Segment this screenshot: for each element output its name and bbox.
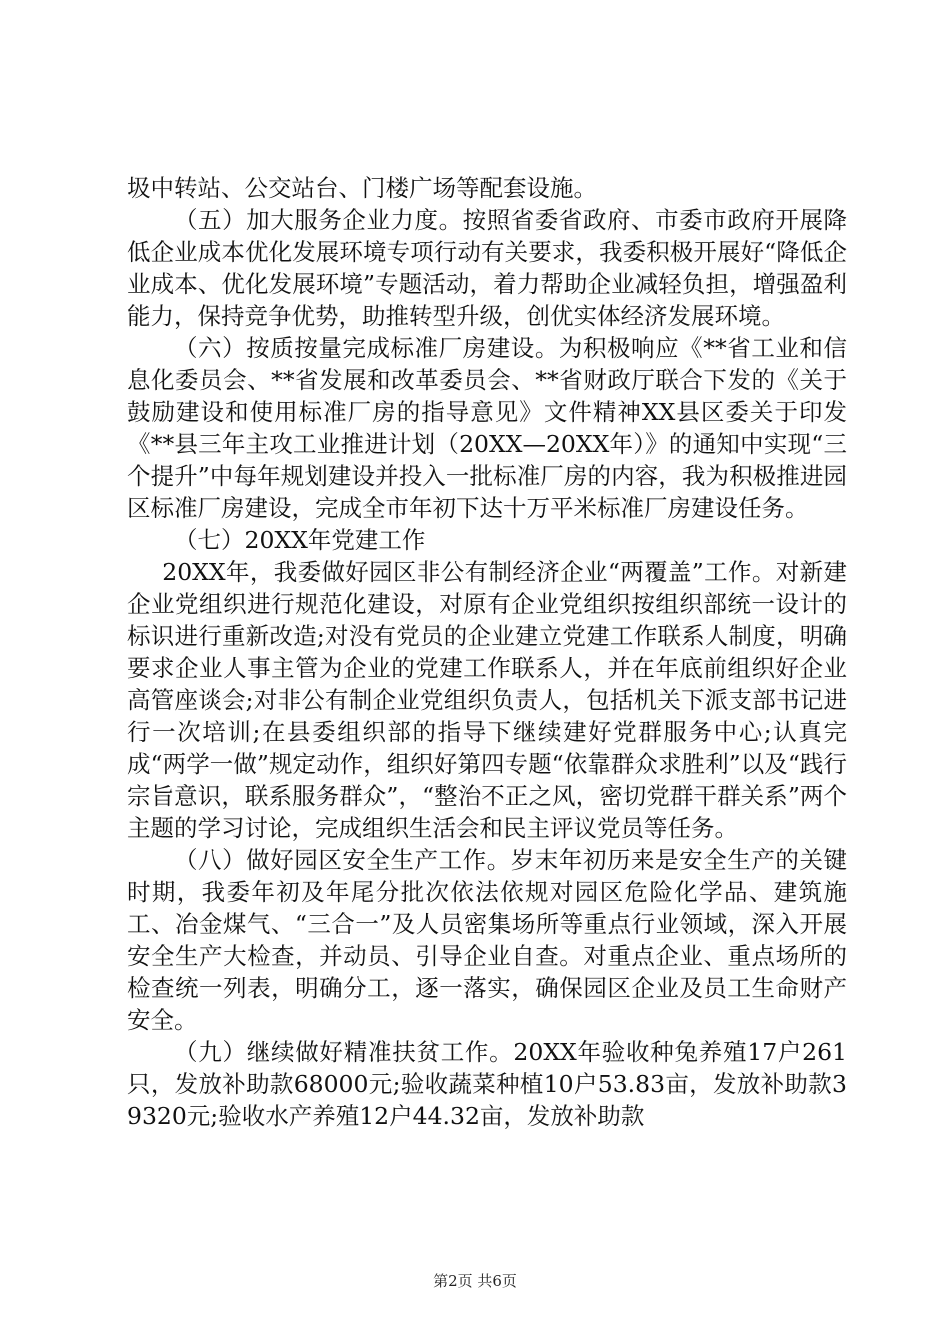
paragraph-continuation: 圾中转站、公交站台、门楼广场等配套设施。 bbox=[127, 174, 597, 202]
paragraph-section-6: （六）按质按量完成标准厂房建设。为积极响应《**省工业和信息化委员会、**省发展和改革委员会、**省财政厅联合下发的《关于鼓励建设和使用标准厂房的指导意见》文件精神XX县区委关于印发《**县三年主攻工业推进计划（20XX—20XX年）》的通知中实现“三个提升”中每年规划建设并投入一批标准厂房的内容，我为积极推进园区标准厂房建设，完成全市年初下达十万平米标准厂房建设任务。 bbox=[127, 334, 847, 522]
paragraph-section-5: （五）加大服务企业力度。按照省委省政府、市委市政府开展降低企业成本优化发展环境专项行动有关要求，我委积极开展好“降低企业成本、优化发展环境”专题活动，着力帮助企业减轻负担，增强盈利能力，保持竞争优势，助推转型升级，创优实体经济发展环境。 bbox=[127, 206, 847, 330]
paragraph-section-9: （九）继续做好精准扶贫工作。20XX年验收种兔养殖17户261只，发放补助款68000元;验收蔬菜种植10户53.83亩，发放补助款39320元;验收水产养殖12户44.32亩，发放补助款 bbox=[127, 1038, 847, 1130]
paragraph-section-7-heading: （七）20XX年党建工作 bbox=[174, 526, 426, 554]
document-body bbox=[127, 172, 847, 1132]
page-number-footer: 第2页 共6页 bbox=[433, 1272, 517, 1290]
paragraph-section-7-body: 20XX年，我委做好园区非公有制经济企业“两覆盖”工作。对新建企业党组织进行规范化建设，对原有企业党组织按组织部统一设计的标识进行重新改造;对没有党员的企业建立党建工作联系人制度，明确要求企业人事主管为企业的党建工作联系人，并在年底前组织好企业高管座谈会;对非公有制企业党组织负责人，包括机关下派支部书记进行一次培训;在县委组织部的指导下继续建好党群服务中心;认真完成“两学一做”规定动作，组织好第四专题“依靠群众求胜利”以及“践行宗旨意识，联系服务群众”，“整治不正之风，密切党群干群关系”两个主题的学习讨论，完成组织生活会和民主评议党员等任务。 bbox=[127, 558, 847, 842]
paragraph-section-8: （八）做好园区安全生产工作。岁末年初历来是安全生产的关键时期，我委年初及年尾分批次依法依规对园区危险化学品、建筑施工、冶金煤气、“三合一”及人员密集场所等重点行业领域，深入开展安全生产大检查，并动员、引导企业自查。对重点企业、重点场所的检查统一列表，明确分工，逐一落实，确保园区企业及员工生命财产安全。 bbox=[127, 846, 847, 1034]
